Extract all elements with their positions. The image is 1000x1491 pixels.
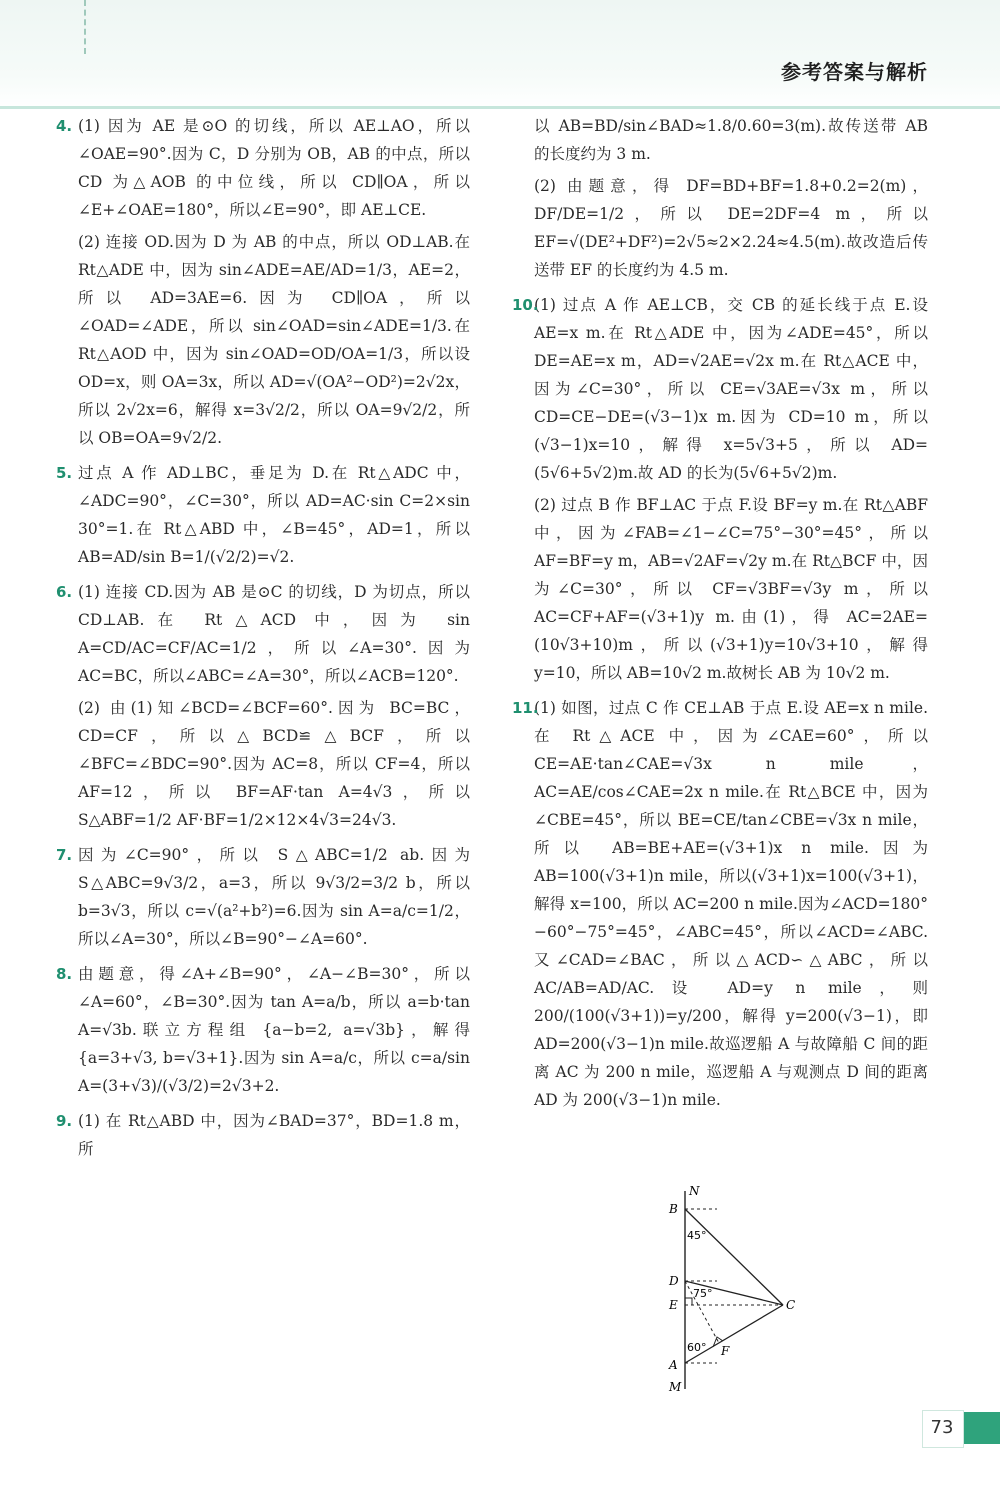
right-angle-e [685,1298,692,1305]
problem-number: 10. [512,296,539,314]
problem-number: 7. [56,846,73,864]
problem-9-continued [512,112,928,284]
page-title: 参考答案与解析 [781,60,928,84]
label-angle-b: 45° [687,1229,707,1242]
problem-number: 9. [56,1112,73,1130]
problem-part: (2) 连接 OD.因为 D 为 AB 的中点，所以 OD⊥AB.在 Rt△ADE 中，因为 sin∠ADE=AE/AD=1/3，AE=2，所以 AD=3AE=6.因为 CD∥OA，所以∠OAD=∠ADE，所以 sin∠OAD=sin∠ADE=1/3.在 Rt△AOD 中，因为 sin∠OAD=OD/OA=1/3，所以设 OD=x，则 OA=3x，所以 AD=√(OA²−OD²)=2√2x，所以 2√2x=6，解得 x=3√2/2，所以 OA=9√2/2，所以 OB=OA=9√2/2. [78,233,470,447]
problem-part: (1) 过点 A 作 AE⊥CB，交 CB 的延长线于点 E.设 AE=x m.在 Rt△ADE 中，因为∠ADE=45°，所以 DE=AE=x m，AD=√2AE=√2x m.在 Rt△ACE 中，因为∠C=30°，所以 CE=√3AE=√3x m，所以 CD=CE−DE=(√3−1)x m.因为 CD=10 m，所以(√3−1)x=10，解得 x=5√3+5，所以 AD=(5√6+5√2)m.故 AD 的长为(5√6+5√2)m. [534,296,928,482]
problem-4 [56,112,470,452]
problem-8 [56,960,470,1100]
page-number: 73 [930,1417,954,1438]
problem-part: 过点 A 作 AD⊥BC，垂足为 D.在 Rt△ADC 中，∠ADC=90°，∠C=30°，所以 AD=AC·sin C=2×sin 30°=1.在 Rt△ABD 中，∠B=45°，AD=1，所以 AB=AD/sin B=1/(√2/2)=√2. [78,464,470,566]
problem-part: (1) 在 Rt△ABD 中，因为∠BAD=37°，BD=1.8 m，所 [78,1112,470,1158]
problem-part: (2) 由(1)知∠BCD=∠BCF=60°.因为 BC=BC，CD=CF，所以△BCD≌△BCF，所以∠BFC=∠BDC=90°.因为 AC=8，所以 CF=4，所以 AF=12，所以 BF=AF·tan A=4√3，所以 S△ABF=1/2 AF·BF=1/2×12×4√3=24√3. [78,699,470,829]
header-band [0,0,1000,108]
right-column [512,112,928,1121]
problem-11 [512,694,928,1114]
problem-part: 因为∠C=90°，所以 S△ABC=1/2 ab.因为 S△ABC=9√3/2，a=3，所以 9√3/2=3/2 b，所以 b=3√3，所以 c=√(a²+b²)=6.因为 sin A=a/c=1/2，所以∠A=30°，所以∠B=90°−∠A=60°. [78,846,470,948]
label-d: D [669,1274,679,1288]
problem-part: (1) 如图，过点 C 作 CE⊥AB 于点 E.设 AE=x n mile.在 Rt△ACE 中，因为∠CAE=60°，所以 CE=AE·tan∠CAE=√3x n mile，AC=AE/cos∠CAE=2x n mile.在 Rt△BCE 中，因为∠CBE=45°，所以 BE=CE/tan∠CBE=√3x n mile，所以 AB=BE+AE=(√3+1)x n mile.因为 AB=100(√3+1)n mile，所以(√3+1)x=100(√3+1)，解得 x=100，所以 AC=200 n mile.因为∠ACD=180°−60°−75°=45°，∠ABC=45°，所以∠ACD=∠ABC.又∠CAD=∠BAC，所以△ACD∽△ABC，所以 AC/AB=AD/AC.设 AD=y n mile，则 200/(100(√3+1))=y/200，解得 y=200(√3−1)，即 AD=200(√3−1)n mile.故巡逻船 A 与故障船 C 间的距离 AC 为 200 n mile，巡逻船 A 与观测点 D 间的距离 AD 为 200(√3−1)n mile. [534,699,928,1109]
binding-line [84,0,88,54]
problem-6 [56,578,470,834]
problem-number: 11. [512,699,539,717]
problem-number: 5. [56,464,73,482]
problem-number: 8. [56,965,73,983]
label-b: B [669,1202,678,1216]
label-angle-a: 60° [687,1341,707,1354]
line-ac [685,1305,783,1363]
problem-part: 以 AB=BD/sin∠BAD≈1.8/0.60=3(m).故传送带 AB 的长度约为 3 m. [534,117,928,163]
problem-part: (2) 由题意，得 DF=BD+BF=1.8+0.2=2(m)，DF/DE=1/2，所以 DE=2DF=4 m，所以 EF=√(DE²+DF²)=2√5≈2×2.24≈4.5(m).故改造后传送带 EF 的长度约为 4.5 m. [534,177,928,279]
label-f: F [721,1344,730,1358]
header-rule [0,106,1000,109]
problem-9 [56,1107,470,1163]
problem-part: 由题意，得∠A+∠B=90°，∠A−∠B=30°，所以∠A=60°，∠B=30°.因为 tan A=a/b，所以 a=b·tan A=√3b.联立方程组 {a−b=2, a=√3b}，解得 {a=3+√3, b=√3+1}.因为 sin A=a/c，所以 c=a/sin A=(3+√3)/(√3/2)=2√3+2. [78,965,470,1095]
problem-7 [56,841,470,953]
problem-part: (2) 过点 B 作 BF⊥AC 于点 F.设 BF=y m.在 Rt△ABF 中，因为∠FAB=∠1−∠C=75°−30°=45°，所以 AF=BF=y m，AB=√2AF=√2y m.在 Rt△BCF 中，因为∠C=30°，所以 CF=√3BF=√3y m，所以 AC=CF+AF=(√3+1)y m.由(1)，得 AC=2AE=(10√3+10)m，所以(√3+1)y=10√3+10，解得 y=10，所以 AB=10√2 m.故树长 AB 为 10√2 m. [534,496,928,682]
problem-part: (1) 因为 AE 是⊙O 的切线，所以 AE⊥AO，所以∠OAE=90°.因为 C，D 分别为 OB，AB 的中点，所以 CD 为△AOB 的中位线，所以 CD∥OA，所以∠E+∠OAE=180°，所以∠E=90°，即 AE⊥CE. [78,117,470,219]
label-n: N [689,1185,700,1198]
problem-5 [56,459,470,571]
label-a: A [669,1358,678,1372]
problem-number: 4. [56,117,73,135]
problem-10 [512,291,928,687]
label-e: E [669,1298,678,1312]
left-column [56,112,470,1170]
problem-part: (1) 连接 CD.因为 AB 是⊙C 的切线，D 为切点，所以 CD⊥AB.在 Rt△ACD 中，因为 sin A=CD/AC=CF/AC=1/2，所以∠A=30°.因为 AC=BC，所以∠ABC=∠A=30°，所以∠ACB=120°. [78,583,470,685]
label-m: M [669,1380,682,1394]
label-c: C [786,1298,796,1312]
geometry-figure [655,1185,805,1395]
label-angle-d: 75° [693,1287,713,1300]
problem-number: 6. [56,583,73,601]
